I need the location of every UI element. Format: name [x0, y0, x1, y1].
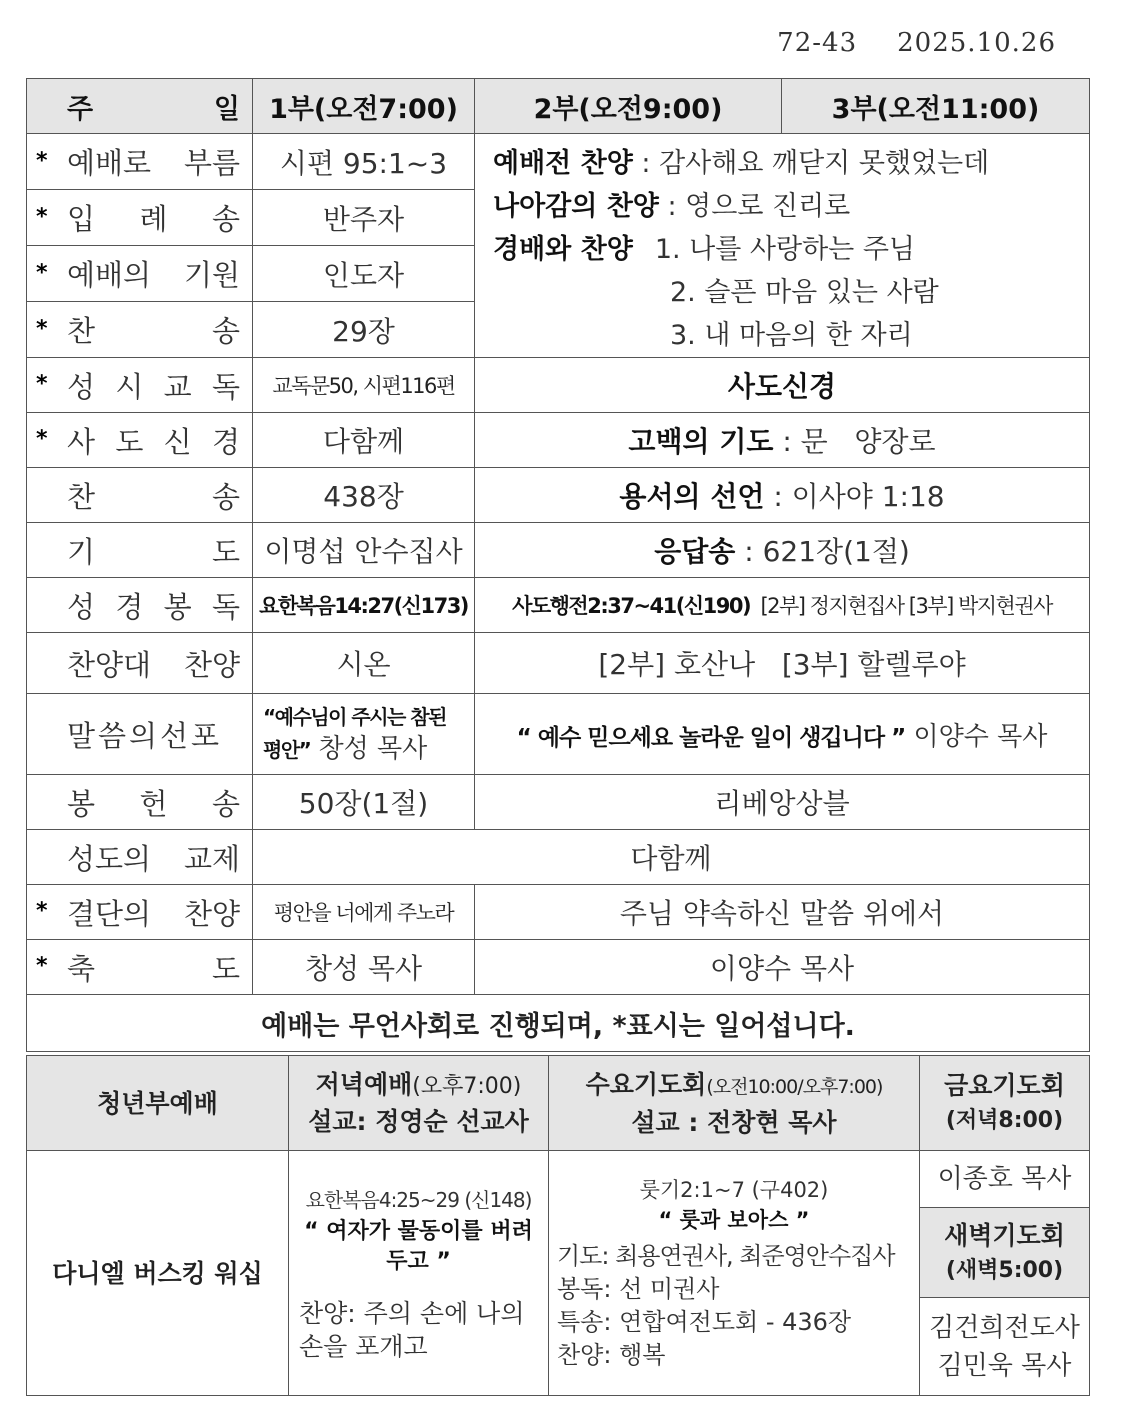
row-label: 성 경 봉 독	[27, 578, 253, 633]
row-label: * 결단의 찬양	[27, 885, 253, 940]
worship-order-table	[26, 78, 1090, 1052]
table-row	[27, 523, 1090, 578]
service-1-value: 평안을 너에게 주노라	[253, 885, 475, 940]
fellowship: 다함께	[253, 830, 1090, 885]
row-label: * 예배의 기원	[27, 246, 253, 302]
table-row	[27, 694, 1090, 775]
table-row	[27, 633, 1090, 694]
service-1-value: 29장	[253, 302, 475, 358]
row-label: * 성 시 교 독	[27, 358, 253, 413]
dawn-service-leaders: 김건희전도사 김민욱 목사	[920, 1298, 1090, 1396]
table-row	[27, 134, 1090, 190]
row-label: 찬 송	[27, 468, 253, 523]
table-row	[27, 578, 1090, 633]
row-label: * 입 례 송	[27, 190, 253, 246]
service-1-value: 50장(1절)	[253, 775, 475, 830]
row-label: 봉 헌 송	[27, 775, 253, 830]
table-row	[27, 413, 1090, 468]
row-label: * 찬 송	[27, 302, 253, 358]
service-1-header: 1부(오전7:00)	[253, 79, 475, 134]
row-label: * 예배로 부름	[27, 134, 253, 190]
assurance-of-pardon: 용서의 선언 : 이사야 1:18	[475, 468, 1090, 523]
service-1-value: 창성 목사	[253, 940, 475, 995]
friday-service-header: 금요기도회 (저녁8:00)	[920, 1056, 1090, 1151]
response-hymn: 응답송 : 621장(1절)	[475, 523, 1090, 578]
standing-notice: 예배는 무언사회로 진행되며, *표시는 일어섭니다.	[27, 995, 1090, 1052]
table-row	[27, 830, 1090, 885]
row-label: 성도의 교제	[27, 830, 253, 885]
scripture-reading: 사도행전2:37~41(신190) [2부] 정지현집사 [3부] 박지현권사	[475, 578, 1090, 633]
sermon-service-2-3: “ 예수 믿으세요 놀라운 일이 생깁니다 ” 이양수 목사	[475, 694, 1090, 775]
service-1-value: 다함께	[253, 413, 475, 468]
service-1-value: 시온	[253, 633, 475, 694]
row-label: * 사 도 신 경	[27, 413, 253, 468]
row-label: * 축 도	[27, 940, 253, 995]
table-header-row	[27, 79, 1090, 134]
other-services-table	[26, 1055, 1090, 1396]
table-row	[27, 358, 1090, 413]
choir-anthem: [2부] 호산나 [3부] 할렐루야	[475, 633, 1090, 694]
service-1-value: 438장	[253, 468, 475, 523]
youth-service-content: 다니엘 버스킹 워십	[27, 1151, 289, 1396]
evening-service-header: 저녁예배(오후7:00) 설교: 정영순 선교사	[289, 1056, 549, 1151]
other-services-header-row	[27, 1056, 1090, 1151]
wednesday-service-header: 수요기도회(오전10:00/오후7:00) 설교 : 전창현 목사	[549, 1056, 920, 1151]
apostles-creed: 사도신경	[475, 358, 1090, 413]
service-1-value: 시편 95:1~3	[253, 134, 475, 190]
youth-service-header: 청년부예배	[27, 1056, 289, 1151]
day-header: 주 일	[27, 79, 253, 134]
service-3-header: 3부(오전11:00)	[782, 79, 1090, 134]
commitment-hymn: 주님 약속하신 말씀 위에서	[475, 885, 1090, 940]
table-row	[27, 940, 1090, 995]
service-1-value: 요한복음14:27(신173)	[253, 578, 475, 633]
service-1-value: 이명섭 안수집사	[253, 523, 475, 578]
issue-number: 72-43	[777, 28, 858, 58]
notice-row	[27, 995, 1090, 1052]
service-1-value: 인도자	[253, 246, 475, 302]
friday-service-leader: 이종호 목사	[920, 1151, 1090, 1208]
confession-prayer: 고백의 기도 : 문 양장로	[475, 413, 1090, 468]
service-1-value: 교독문50, 시편116편	[253, 358, 475, 413]
wednesday-service-content: 룻기2:1~7 (구402) “ 룻과 보아스 ” 기도: 최용연권사, 최준영안수집사 봉독: 선 미권사 특송: 연합여전도회 - 436장 찬양: 행복	[549, 1151, 920, 1396]
dawn-service-header: 새벽기도회 (새벽5:00)	[920, 1208, 1090, 1298]
service-2-header: 2부(오전9:00)	[475, 79, 782, 134]
table-row	[27, 885, 1090, 940]
bulletin-header	[737, 28, 1056, 58]
row-label: 말씀의선포	[27, 694, 253, 775]
table-row	[27, 775, 1090, 830]
evening-service-content: 요한복음4:25~29 (신148) “ 여자가 물동이를 버려두고 ” 찬양: 주의 손에 나의 손을 포개고	[289, 1151, 549, 1396]
benediction: 이양수 목사	[475, 940, 1090, 995]
table-row	[27, 468, 1090, 523]
service-1-value: 반주자	[253, 190, 475, 246]
row-label: 기 도	[27, 523, 253, 578]
offertory: 리베앙상블	[475, 775, 1090, 830]
row-label: 찬양대 찬양	[27, 633, 253, 694]
sermon-service-1: “예수님이 주시는 참된 평안” 창성 목사	[253, 694, 475, 775]
other-services-row	[27, 1151, 1090, 1208]
issue-date: 2025.10.26	[897, 28, 1056, 58]
pre-worship-praise-block: 예배전 찬양 : 감사해요 깨닫지 못했었는데 나아감의 찬양 : 영으로 진리로 경배와 찬양 1. 나를 사랑하는 주님 2. 슬픈 마음 있는 사람 3. 내 마음의 한 자리	[475, 134, 1090, 358]
